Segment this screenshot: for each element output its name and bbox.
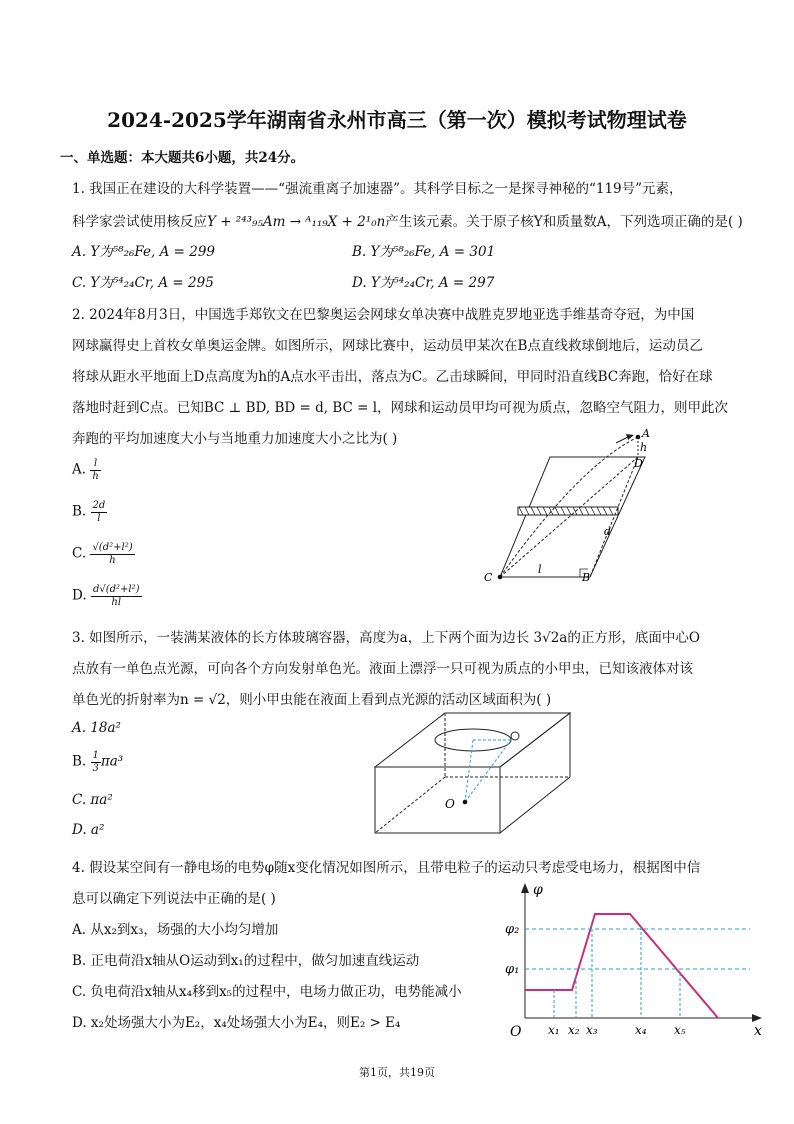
q1-option-d[interactable]: D. Y为⁵⁴₂₄Cr, A = 297 (352, 275, 495, 291)
origin-label: O (510, 1024, 522, 1040)
ball-a (636, 435, 641, 440)
label-d: d (604, 525, 612, 538)
fraction: $\frac{\text{d√(d²+l²)}}{hl}$ (92, 584, 140, 608)
q4-potential-graph (500, 880, 770, 1040)
q1-line2 (72, 210, 743, 230)
y-axis-label: φ (533, 882, 543, 898)
q1-line1: 1. 我国正在建设的大科学装置——“强流重离子加速器”。其科学目标之一是探寻神秘的“119号”元素， (72, 181, 683, 197)
q1-option-b[interactable]: B. Y为⁵⁸₂₆Fe, A = 301 (352, 244, 496, 260)
label-l: l (538, 563, 542, 576)
q1-line2-prefix: 科学家尝试使用核反应 (72, 214, 207, 230)
q4-option-b[interactable]: B. 正电荷沿x轴从O运动到x₁的过程中，做匀加速直线运动 (72, 953, 420, 969)
q3-box-figure (365, 705, 595, 840)
court-outline (500, 457, 645, 577)
q2-line: 网球赢得史上首枚女单奥运金牌。如图所示，网球比赛中，运动员甲某次在B点直线救球倒地后，运动员乙 (72, 338, 703, 354)
label-h: h (640, 441, 648, 454)
light-ray (465, 740, 511, 802)
phi2-label: φ₂ (505, 922, 520, 937)
q4-option-a[interactable]: A. 从x₂到x₃，场强的大小均匀增加 (72, 922, 279, 938)
q2-line: 奔跑的平均加速度大小与当地重力加速度大小之比为( ) (72, 431, 398, 447)
fraction: $\frac{1}{3}$ (92, 750, 99, 774)
q3-line: 3. 如图所示，一装满某液体的长方体玻璃容器，高度为a，上下两个面为边长 3√2a的正方形，底面中心O (72, 630, 700, 646)
q3-option-c[interactable]: C. πa² (72, 792, 113, 808)
x1-label: x₁ (548, 1023, 560, 1037)
q2-option-b[interactable]: B. $\frac{2d}{l}$ (72, 500, 106, 524)
q4-line: 息可以确定下列说法中正确的是( ) (72, 891, 276, 907)
q3-line: 单色光的折射率为n = √2，则小甲虫能在液面上看到点光源的活动区域面积为( ) (72, 692, 552, 708)
q2-line: 将球从距水平地面上D点高度为h的A点水平击出，落点为C。乙击球瞬间，甲同时沿直线BC奔跑，恰好在球 (72, 369, 713, 385)
box-side (500, 713, 570, 833)
segment-d (590, 457, 638, 577)
page-title: 2024-2025学年湖南省永州市高三（第一次）模拟考试物理试卷 (107, 108, 687, 132)
q4-option-c[interactable]: C. 负电荷沿x轴从x₄移到x₅的过程中，电场力做正功，电势能减小 (72, 984, 462, 1000)
x-axis-label: x (754, 1023, 762, 1039)
q2-court-figure (470, 425, 670, 585)
beetle-icon (511, 732, 519, 740)
label-c: C (484, 571, 493, 584)
x4-label: x₄ (635, 1023, 647, 1037)
y-axis-arrow-icon (521, 883, 529, 893)
q1-line2-suffix: 产生该元素。关于原子核Y和质量数A，下列选项正确的是( ) (385, 214, 743, 230)
q3-option-a[interactable]: A. 18a² (72, 720, 121, 736)
label-a: A (642, 427, 650, 440)
q4-option-d[interactable]: D. x₂处场强大小为E₂，x₄处场强大小为E₄，则E₂ > E₄ (72, 1015, 401, 1031)
q2-option-a[interactable]: A. $\frac{l}{h}$ (72, 458, 99, 482)
x-axis-arrow-icon (752, 1014, 762, 1022)
x2-label: x₂ (568, 1023, 580, 1037)
q2-line: 2. 2024年8月3日，中国选手郑钦文在巴黎奥运会网球女单决赛中战胜克罗地亚选手维基奇夺冠，为中国 (72, 307, 695, 323)
point-o (463, 800, 468, 805)
q4-line: 4. 假设某空间有一静电场的电势φ随x变化情况如图所示，且带电粒子的运动只考虑受电场力，根据图中信 (72, 860, 701, 876)
q3-option-b[interactable]: B. $\frac{1}{3}$ πa³ (72, 750, 124, 774)
q1-reaction: Y + ²⁴³₉₅Am → ᴬ₁₁₉X + 2¹₀n (207, 214, 386, 230)
q2-option-d[interactable]: D. $\frac{\text{d√(d²+l²)}}{hl}$ (72, 584, 140, 608)
hidden-edge (375, 777, 445, 833)
point-c (498, 575, 503, 580)
q3-line: 点放有一单色点光源，可向各个方向发射单色光。液面上漂浮一只可视为质点的小甲虫，已知该液体对该 (72, 661, 693, 677)
fraction: $\frac{l}{h}$ (92, 458, 99, 482)
phi1-label: φ₁ (505, 962, 520, 977)
fraction: $\frac{\text{√(d²+l²)}}{h}$ (92, 542, 133, 566)
q3-option-d[interactable]: D. a² (72, 822, 105, 838)
q1-option-a[interactable]: A. Y为⁵⁸₂₆Fe, A = 299 (72, 244, 216, 260)
label-d-point: D (634, 457, 643, 470)
x3-label: x₃ (586, 1023, 598, 1037)
x5-label: x₅ (674, 1023, 686, 1037)
q2-option-c[interactable]: C. $\frac{\text{√(d²+l²)}}{h}$ (72, 542, 133, 566)
velocity-arrow (616, 437, 628, 443)
section-heading: 一、单选题：本大题共6小题，共24分。 (60, 150, 305, 166)
page-footer: 第1页，共19页 (359, 1066, 435, 1079)
q2-line: 落地时赶到C点。已知BC ⊥ BD, BD = d, BC = l，网球和运动员甲均可视为质点，忽略空气阻力，则甲此次 (72, 400, 729, 416)
fraction: $\frac{2d}{l}$ (92, 500, 106, 524)
label-o: O (445, 797, 455, 811)
label-b: B (582, 571, 591, 584)
q1-option-c[interactable]: C. Y为⁵⁴₂₄Cr, A = 295 (72, 275, 214, 291)
